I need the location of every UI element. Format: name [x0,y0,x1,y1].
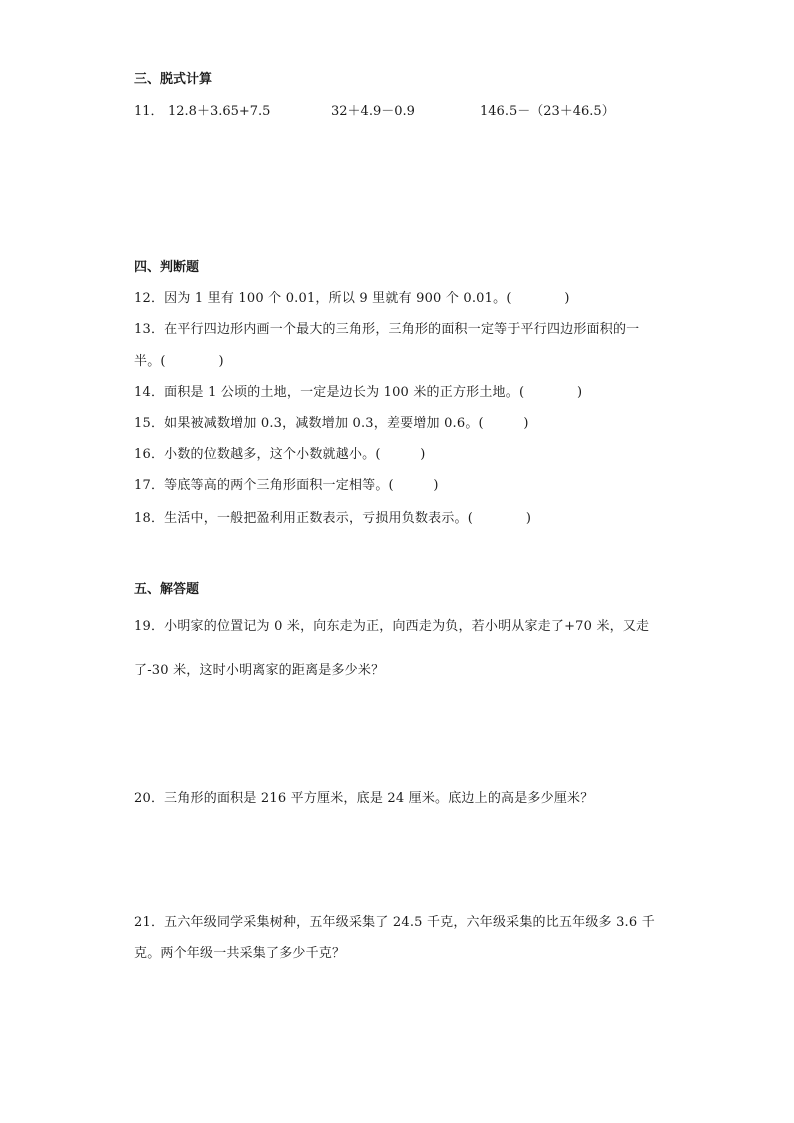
question-20: 20．三角形的面积是 216 平方厘米，底是 24 厘米。底边上的高是多少厘米？ [134,791,594,806]
section-heading-problem-solving: 五、解答题 [134,582,200,597]
question-18: 18．生活中，一般把盈利用正数表示，亏损用负数表示。( ) [134,511,532,526]
question-13-line-2: 半。( ) [134,354,224,369]
question-15: 15．如果被减数增加 0.3，减数增加 0.3，差要增加 0.6。( ) [134,416,529,431]
question-19-line-1: 19．小明家的位置记为 0 米，向东走为正，向西走为负，若小明从家走了+70 米，又走 [134,619,650,634]
question-19-line-2: 了-30 米，这时小明离家的距离是多少米？ [134,663,385,678]
expression-3: 146.5－（23＋46.5） [480,104,615,119]
section-heading-calculation: 三、脱式计算 [134,72,213,87]
question-17: 17．等底等高的两个三角形面积一定相等。( ) [134,478,439,493]
question-number-11: 11． [134,104,164,119]
expression-2: 32＋4.9－0.9 [331,104,415,119]
section-heading-true-false: 四、判断题 [134,260,200,275]
question-21-line-1: 21．五六年级同学采集树种，五年级采集了 24.5 千克，六年级采集的比五年级多 3.6 千 [134,915,655,930]
question-12: 12．因为 1 里有 100 个 0.01，所以 9 里就有 900 个 0.01。( ) [134,291,570,306]
question-13-line-1: 13．在平行四边形内画一个最大的三角形，三角形的面积一定等于平行四边形面积的一 [134,322,640,337]
question-21-line-2: 克。两个年级一共采集了多少千克？ [134,946,346,961]
expression-1: 12.8＋3.65+7.5 [168,104,271,119]
question-14: 14．面积是 1 公顷的土地，一定是边长为 100 米的正方形土地。( ) [134,385,583,400]
question-16: 16．小数的位数越多，这个小数就越小。( ) [134,447,426,462]
